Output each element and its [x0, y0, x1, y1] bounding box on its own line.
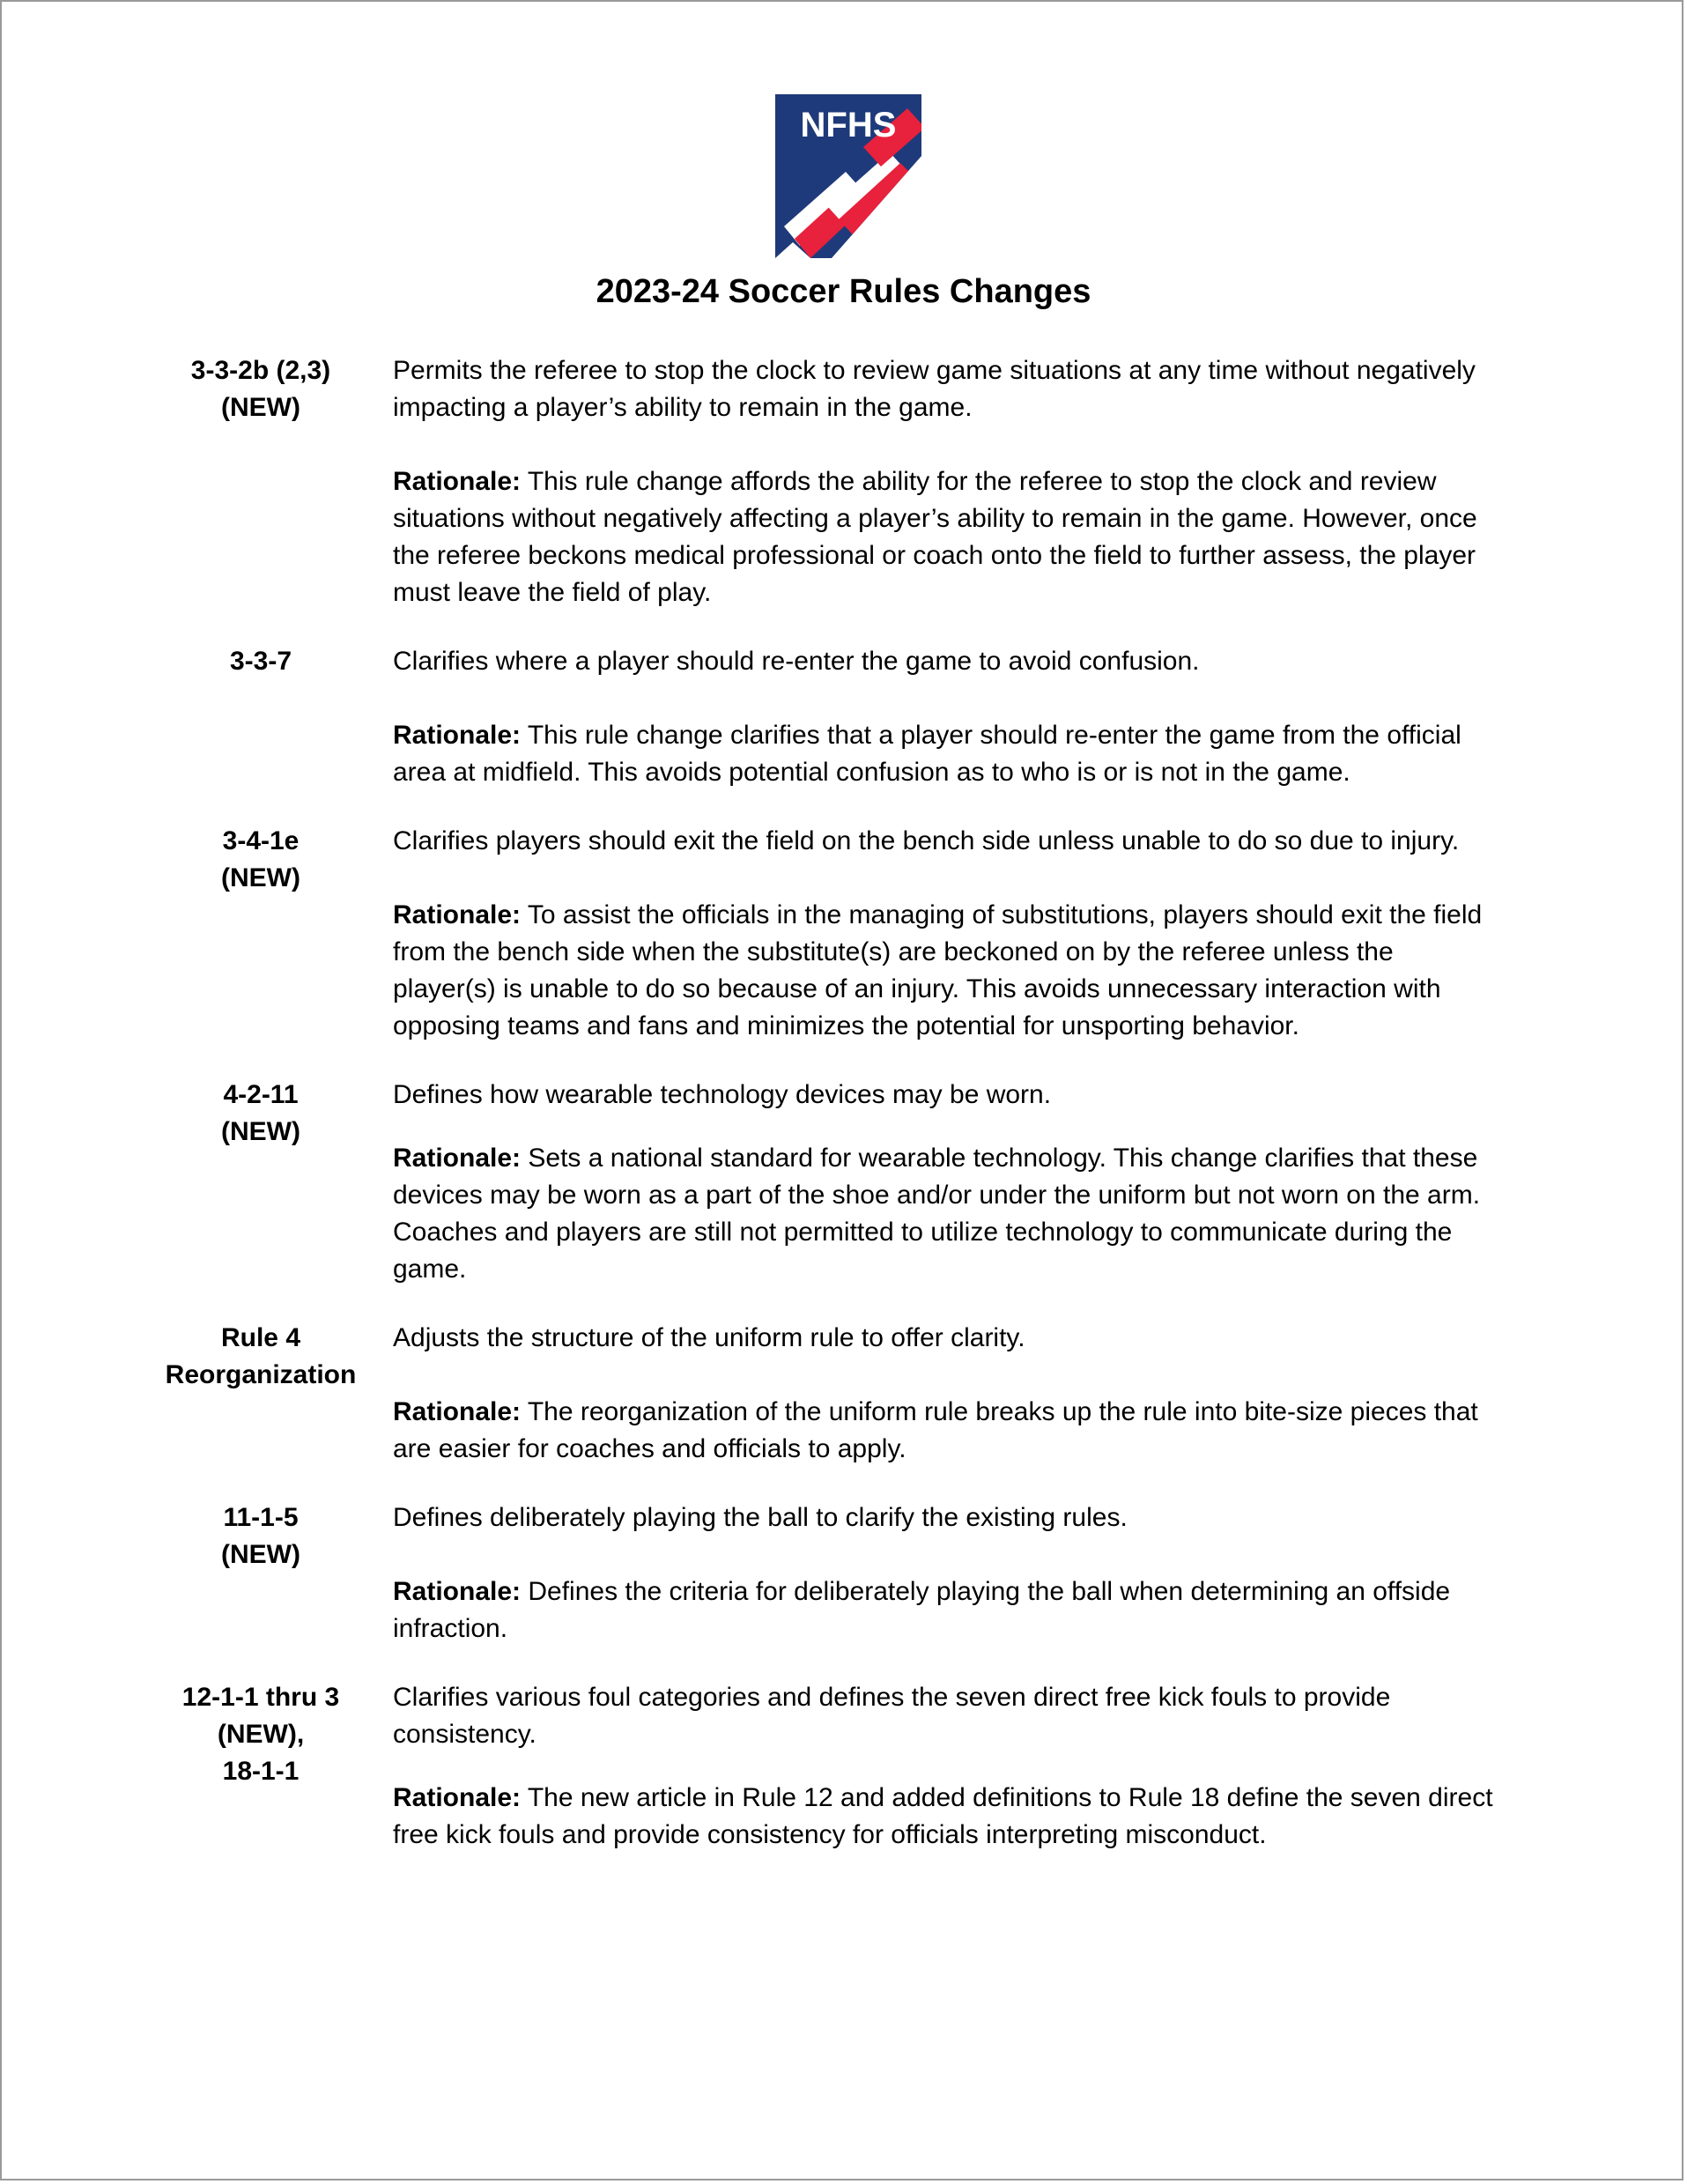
rule-description	[393, 823, 1499, 1045]
rule-description	[393, 1499, 1499, 1647]
rule-reference: Rule 4 Reorganization	[165, 1323, 357, 1389]
document-title: 2023-24 Soccer Rules Changes	[596, 273, 1091, 310]
rule-reference: 3-3-7	[229, 647, 292, 676]
rule-description	[393, 352, 1499, 611]
rule-rationale: Rationale: Defines the criteria for deliberately playing the ball when determining an offside infraction.	[393, 1577, 1451, 1643]
logo-text: NFHS	[800, 106, 897, 144]
rule-summary: Permits the referee to stop the clock to review game situations at any time without negatively impacting a player’s ability to remain in the game.	[393, 356, 1476, 422]
rule-reference: 3-3-2b (2,3) (NEW)	[190, 356, 331, 422]
rule-reference: 12-1-1 thru 3 (NEW), 18-1-1	[181, 1683, 340, 1786]
rule-description	[393, 1077, 1499, 1288]
rule-entry	[143, 823, 1499, 1045]
rule-description	[393, 643, 1499, 791]
rule-rationale: Rationale: To assist the officials in the managing of substitutions, players should exit the field from the bench side when the substitute(s) are beckoned on by the referee unless the player(s) is unable to do so because of an injury. This avoids unnecessary interaction with opposing teams and fans and minimizes the potential for unsporting behavior.	[393, 900, 1483, 1040]
rule-summary: Clarifies where a player should re-enter the game to avoid confusion.	[393, 647, 1200, 676]
rule-rationale: Rationale: The reorganization of the uniform rule breaks up the rule into bite-size pieces that are easier for coaches and officials to apply.	[393, 1397, 1478, 1463]
rule-summary: Defines deliberately playing the ball to clarify the existing rules.	[393, 1503, 1128, 1532]
rule-rationale: Rationale: The new article in Rule 12 and added definitions to Rule 18 define the seven direct free kick fouls and provide consistency for officials interpreting misconduct.	[393, 1783, 1493, 1849]
rule-rationale: Rationale: This rule change clarifies that a player should re-enter the game from the official area at midfield. This avoids potential confusion as to who is or is not in the game.	[393, 721, 1461, 787]
rule-entry	[143, 1320, 1499, 1468]
rule-entry	[143, 643, 1499, 791]
rule-entry	[143, 1077, 1499, 1288]
rule-description	[393, 1320, 1499, 1468]
rule-rationale: Rationale: This rule change affords the ability for the referee to stop the clock and review situations without negatively affecting a player’s ability to remain in the game. However, once the referee beckons medical professional or coach onto the field to further assess, the player must leave the field of play.	[393, 467, 1477, 607]
rule-reference: 3-4-1e (NEW)	[221, 826, 300, 892]
rules-changes-list	[143, 352, 1499, 1885]
rule-rationale: Rationale: Sets a national standard for wearable technology. This change clarifies that these devices may be worn as a part of the shoe and/or under the uniform but not worn on the arm. Coaches and players are still not permitted to utilize technology to communicate during the game.	[393, 1144, 1481, 1284]
nfhs-logo	[775, 94, 921, 258]
rule-summary: Clarifies players should exit the field on the bench side unless unable to do so due to injury.	[393, 826, 1460, 855]
rule-entry	[143, 352, 1499, 611]
rule-entry	[143, 1499, 1499, 1647]
rule-summary: Adjusts the structure of the uniform rule to offer clarity.	[393, 1323, 1025, 1352]
rule-reference: 11-1-5 (NEW)	[221, 1503, 300, 1569]
rule-reference: 4-2-11 (NEW)	[221, 1080, 300, 1146]
rule-summary: Clarifies various foul categories and defines the seven direct free kick fouls to provide consistency.	[393, 1683, 1391, 1749]
rule-description	[393, 1679, 1499, 1854]
rule-summary: Defines how wearable technology devices may be worn.	[393, 1080, 1052, 1109]
rule-entry	[143, 1679, 1499, 1854]
